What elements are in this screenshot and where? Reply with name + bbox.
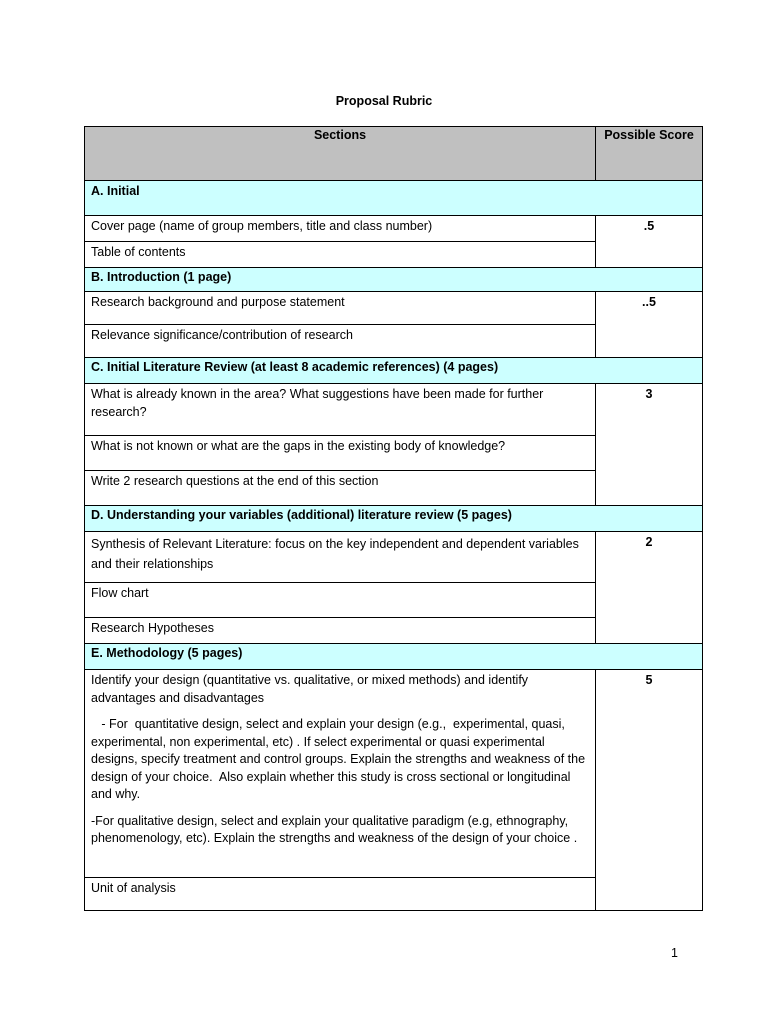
item-table-of-contents: Table of contents (85, 242, 596, 268)
section-a-title: A. Initial (85, 181, 703, 216)
section-d-title: D. Understanding your variables (additional) literature review (5 pages) (85, 506, 703, 532)
header-possible-score: Possible Score (596, 127, 703, 181)
score-section-c: 3 (596, 384, 703, 506)
section-d-row (85, 506, 703, 532)
item-unit-of-analysis: Unit of analysis (85, 878, 596, 911)
section-c-row (85, 358, 703, 384)
section-b-title: B. Introduction (1 page) (85, 268, 703, 292)
score-section-b: ..5 (596, 292, 703, 358)
item-research-hypotheses: Research Hypotheses (85, 618, 596, 644)
score-section-e: 5 (596, 670, 703, 911)
item-cover-page: Cover page (name of group members, title and class number) (85, 216, 596, 242)
item-not-known: What is not known or what are the gaps in the existing body of knowledge? (85, 436, 596, 471)
item-relevance: Relevance significance/contribution of research (85, 325, 596, 358)
item-synthesis: Synthesis of Relevant Literature: focus on the key independent and dependent variables and their relationships (85, 532, 596, 583)
item-research-questions: Write 2 research questions at the end of this section (85, 471, 596, 506)
score-section-d: 2 (596, 532, 703, 644)
design-paragraph-3: -For qualitative design, select and explain your qualitative paradigm (e.g, ethnography, phenomenology, etc). Explain the strengths and weakness of the design of your choice . (91, 813, 578, 845)
table-row (85, 384, 703, 436)
table-header-row (85, 127, 703, 181)
design-paragraph-1: Identify your design (quantitative vs. qualitative, or mixed methods) and identify advantages and disadvantages (91, 673, 529, 705)
section-e-title: E. Methodology (5 pages) (85, 644, 703, 670)
table-row (85, 670, 703, 878)
item-design (85, 670, 596, 878)
table-row (85, 292, 703, 325)
item-already-known: What is already known in the area? What suggestions have been made for further research? (85, 384, 596, 436)
section-e-row (85, 644, 703, 670)
table-row (85, 532, 703, 583)
page-number: 1 (671, 946, 678, 960)
section-a-row (85, 181, 703, 216)
item-research-background: Research background and purpose statement (85, 292, 596, 325)
rubric-table (84, 126, 703, 911)
document-title: Proposal Rubric (335, 94, 433, 108)
design-paragraph-2: - For quantitative design, select and explain your design (e.g., experimental, quasi, experimental, non experimental, etc) . If select experimental or quasi experimental designs, specify treatment and control groups. Explain the strengths and weakness of the design of your choice. Also explain whether this study is cross sectional or longitudinal and why. (91, 717, 589, 801)
header-sections: Sections (85, 127, 596, 181)
section-b-row (85, 268, 703, 292)
section-c-title: C. Initial Literature Review (at least 8 academic references) (4 pages) (85, 358, 703, 384)
table-row (85, 216, 703, 242)
item-flow-chart: Flow chart (85, 583, 596, 618)
score-section-a: .5 (596, 216, 703, 268)
